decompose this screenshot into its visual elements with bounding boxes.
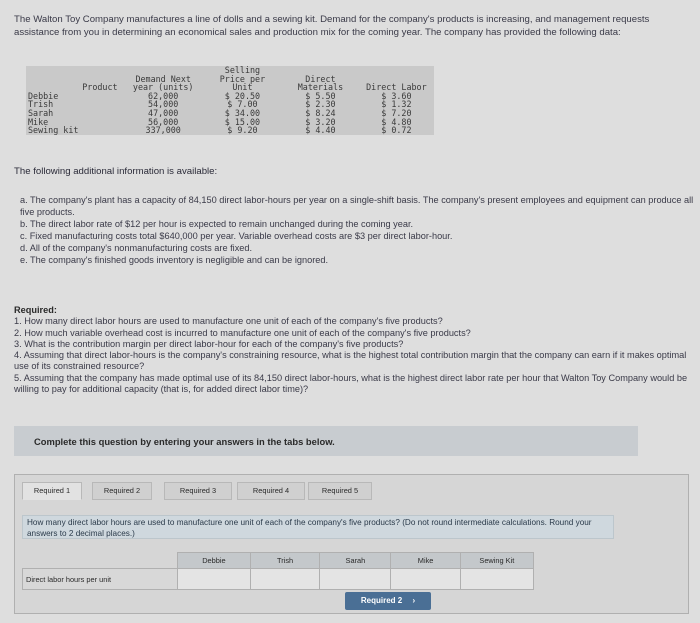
col-header-mike: Mike [391, 553, 460, 569]
tab-bar [15, 475, 688, 503]
tab-required-2[interactable]: Required 2 [92, 482, 152, 500]
tab-required-1[interactable]: Required 1 [22, 482, 82, 500]
required-item: 5. Assuming that the company has made optimal use of its 84,150 direct labor-hours, what is the highest direct labor rate per hour that Walton Toy Company would be willing to pay for additional capacity (that is, for added direct labor time)? [14, 372, 688, 395]
next-required-button[interactable] [345, 592, 431, 610]
table-row: Sarah 47,000 $ 34.00 $ 8.24 $ 7.20 [28, 107, 412, 118]
required-title: Required: [14, 305, 57, 315]
answer-input-debbie[interactable] [179, 571, 249, 589]
demand-header: Demand Next year (units) [132, 73, 194, 93]
additional-info-title: The following additional information is available: [14, 166, 218, 177]
info-item: d. All of the company's nonmanufacturing costs are fixed. [20, 243, 253, 253]
col-header-trish: Trish [250, 553, 319, 569]
materials-header: Direct Materials [297, 73, 344, 93]
answer-input-mike[interactable] [392, 571, 458, 589]
answer-input-sarah[interactable] [321, 571, 389, 589]
product-header: Product [82, 82, 118, 93]
answer-table [22, 552, 534, 590]
labor-header: Direct Labor [366, 82, 427, 93]
info-item: e. The company's finished goods inventory is negligible and can be ignored. [20, 255, 329, 265]
info-list [20, 194, 694, 266]
product-data-table [26, 66, 434, 135]
table-row: Sewing kit 337,000 $ 9.20 $ 4.40 $ 0.72 [28, 125, 412, 136]
instruction-bar [14, 426, 638, 456]
row-label: Direct labor hours per unit [23, 569, 178, 590]
required-item: 3. What is the contribution margin per direct labor-hour for each of the company's five products? [14, 338, 404, 349]
col-header-sewing-kit: Sewing Kit [460, 553, 533, 569]
required-item: 1. How many direct labor hours are used to manufacture one unit of each of the company's five products? [14, 316, 443, 327]
price-header: Selling Price per Unit [219, 65, 266, 93]
required-section [14, 305, 698, 395]
blank-header [23, 553, 178, 569]
info-item: c. Fixed manufacturing costs total $640,000 per year. Variable overhead costs are $3 per direct labor-hour. [20, 231, 453, 241]
chevron-right-icon: › [412, 596, 416, 605]
table-row: Mike 56,000 $ 15.00 $ 3.20 $ 4.80 [28, 116, 412, 127]
table-row: Debbie 62,000 $ 20.50 $ 5.50 $ 3.60 [28, 90, 412, 101]
instruction-text: Complete this question by entering your answers in the tabs below. [34, 436, 335, 447]
col-header-sarah: Sarah [320, 553, 391, 569]
answer-panel [14, 474, 689, 614]
table-row [23, 569, 534, 590]
tab-required-3[interactable]: Required 3 [164, 482, 232, 500]
required-item: 4. Assuming that direct labor-hours is the company's constraining resource, what is the highest total contribution margin that the company can earn if it makes optimal use of its constrained resource? [14, 350, 687, 372]
answer-input-sewing-kit[interactable] [462, 571, 532, 589]
tab-required-5[interactable]: Required 5 [308, 482, 372, 500]
info-item: a. The company's plant has a capacity of 84,150 direct labor-hours per year on a single-shift basis. The company's present employees and equipment can produce all five products. [20, 195, 694, 217]
required-item: 2. How much variable overhead cost is incurred to manufacture one unit of each of the company's five products? [14, 327, 471, 338]
answer-input-trish[interactable] [252, 571, 318, 589]
next-button-label: Required 2 [360, 596, 403, 605]
intro-paragraph: The Walton Toy Company manufactures a line of dolls and a sewing kit. Demand for the company's products is increasing, and management requests assistance from you in determining an economical sales and production mix for the coming year. The company has provided the following data: [14, 14, 650, 38]
info-item: b. The direct labor rate of $12 per hour is expected to remain unchanged during the coming year. [20, 219, 414, 229]
col-header-debbie: Debbie [178, 553, 251, 569]
table-row: Trish 54,000 $ 7.00 $ 2.30 $ 1.32 [28, 99, 412, 110]
question-text: How many direct labor hours are used to manufacture one unit of each of the company's five products? (Do not round intermediate calculations. Round your answers to 2 decimal places.) [22, 515, 614, 539]
tab-required-4[interactable]: Required 4 [237, 482, 305, 500]
